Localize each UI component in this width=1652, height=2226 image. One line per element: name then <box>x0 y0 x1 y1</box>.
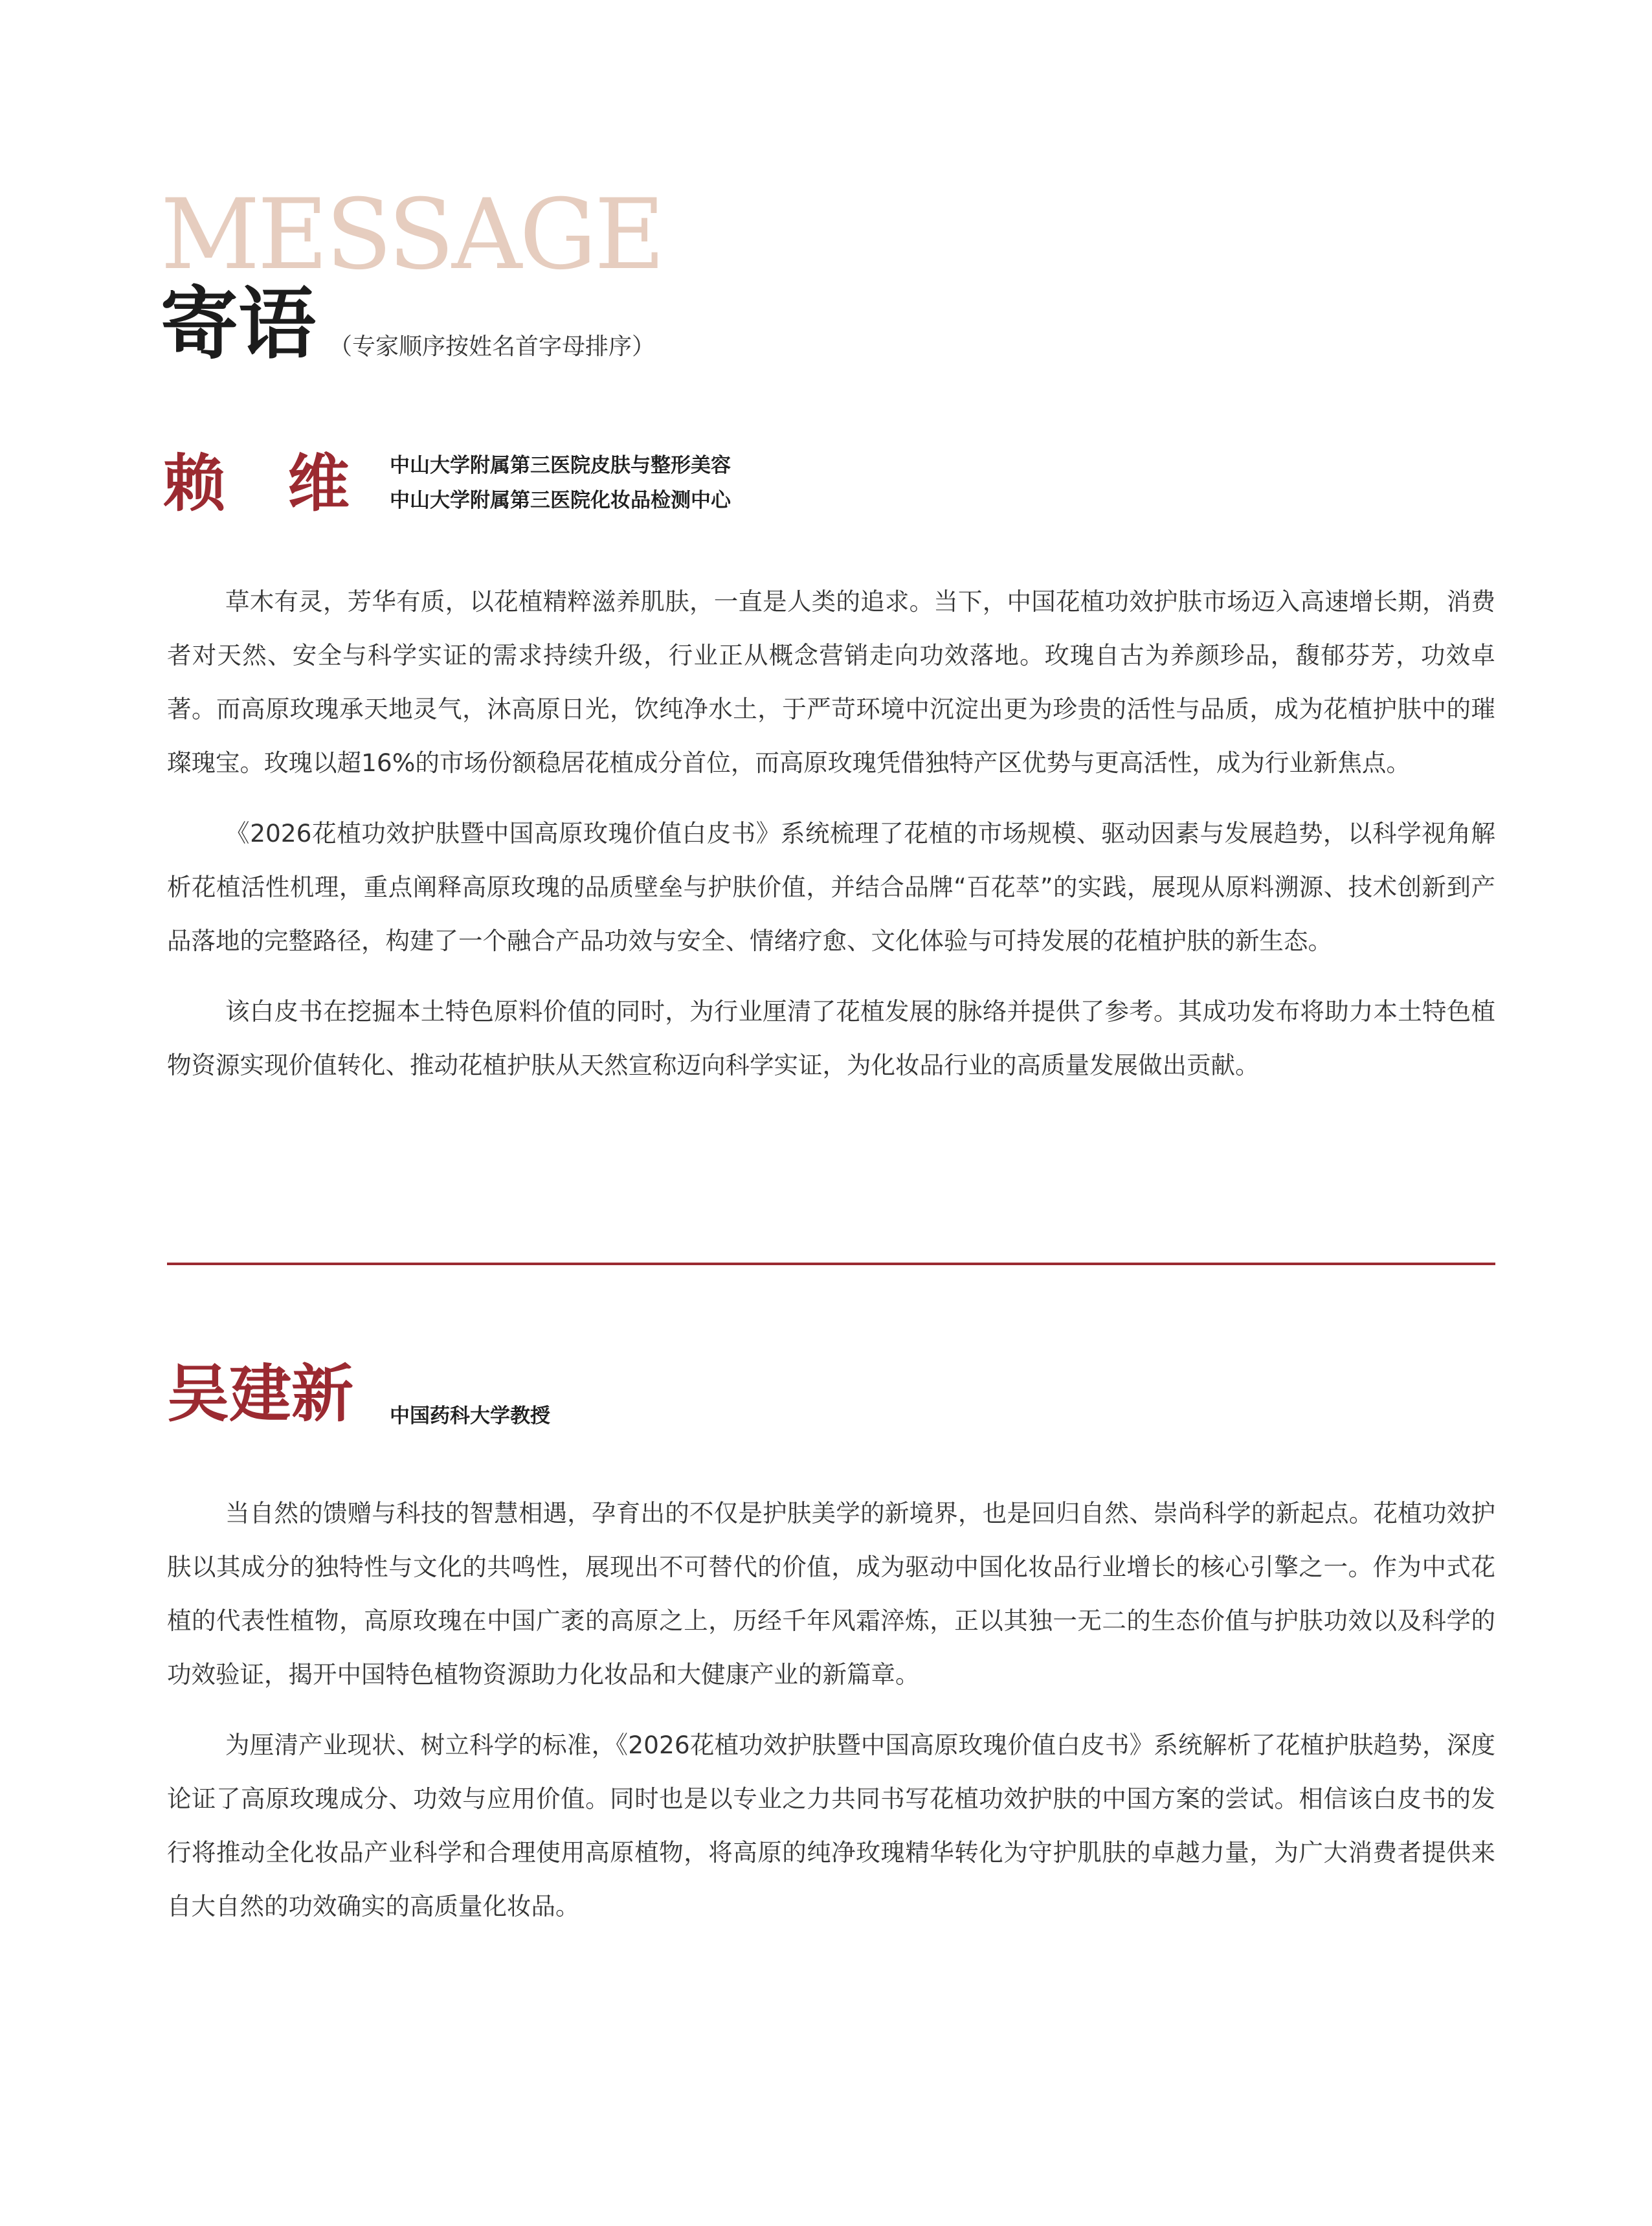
expert-affiliation-1b: 中山大学附属第三医院化妆品检测中心 <box>390 489 731 512</box>
ordering-note: （专家顺序按姓名首字母排序） <box>329 333 656 360</box>
expert-name-1: 赖 维 <box>163 447 350 520</box>
expert-affiliation-2: 中国药科大学教授 <box>390 1404 550 1428</box>
message-body-1 <box>167 575 1495 1109</box>
message-body-2 <box>167 1487 1495 1950</box>
page-title: 寄语 <box>161 280 316 370</box>
paragraph: 当自然的馈赠与科技的智慧相遇，孕育出的不仅是护肤美学的新境界，也是回归自然、崇尚科学的新起点。花植功效护肤以其成分的独特性与文化的共鸣性，展现出不可替代的价值，成为驱动中国化妆品行业增长的核心引擎之一。作为中式花植的代表性植物，高原玫瑰在中国广袤的高原之上，历经千年风霜淬炼，正以其独一无二的生态价值与护肤功效以及科学的功效验证，揭开中国特色植物资源助力化妆品和大健康产业的新篇章。 <box>167 1499 1495 1689</box>
paragraph: 该白皮书在挖掘本土特色原料价值的同时，为行业厘清了花植发展的脉络并提供了参考。其成功发布将助力本土特色植物资源实现价值转化、推动花植护肤从天然宣称迈向科学实证，为化妆品行业的高质量发展做出贡献。 <box>167 997 1495 1079</box>
paragraph: 草木有灵，芳华有质，以花植精粹滋养肌肤，一直是人类的追求。当下，中国花植功效护肤市场迈入高速增长期，消费者对天然、安全与科学实证的需求持续升级，行业正从概念营销走向功效落地。玫瑰自古为养颜珍品，馥郁芬芳，功效卓著。而高原玫瑰承天地灵气，沐高原日光，饮纯净水土，于严苛环境中沉淀出更为珍贵的活性与品质，成为花植护肤中的璀璨瑰宝。玫瑰以超16%的市场份额稳居花植成分首位，而高原玫瑰凭借独特产区优势与更高活性，成为行业新焦点。 <box>167 587 1495 777</box>
title-row <box>161 280 655 370</box>
section-divider <box>167 1263 1495 1265</box>
expert-name-2: 吴建新 <box>167 1358 353 1430</box>
expert-affiliation-1a: 中山大学附属第三医院皮肤与整形美容 <box>390 454 731 477</box>
paragraph: 为厘清产业现状、树立科学的标准，《2026花植功效护肤暨中国高原玫瑰价值白皮书》系统解析了花植护肤趋势，深度论证了高原玫瑰成分、功效与应用价值。同时也是以专业之力共同书写花植功效护肤的中国方案的尝试。相信该白皮书的发行将推动全化妆品产业科学和合理使用高原植物，将高原的纯净玫瑰精华转化为守护肌肤的卓越力量，为广大消费者提供来自大自然的功效确实的高质量化妆品。 <box>167 1731 1495 1920</box>
eyebrow-title: MESSAGE <box>161 179 663 291</box>
paragraph: 《2026花植功效护肤暨中国高原玫瑰价值白皮书》系统梳理了花植的市场规模、驱动因素与发展趋势，以科学视角解析花植活性机理，重点阐释高原玫瑰的品质壁垒与护肤价值，并结合品牌“百花萃”的实践，展现从原料溯源、技术创新到产品落地的完整路径，构建了一个融合产品功效与安全、情绪疗愈、文化体验与可持发展的花植护肤的新生态。 <box>167 819 1495 955</box>
